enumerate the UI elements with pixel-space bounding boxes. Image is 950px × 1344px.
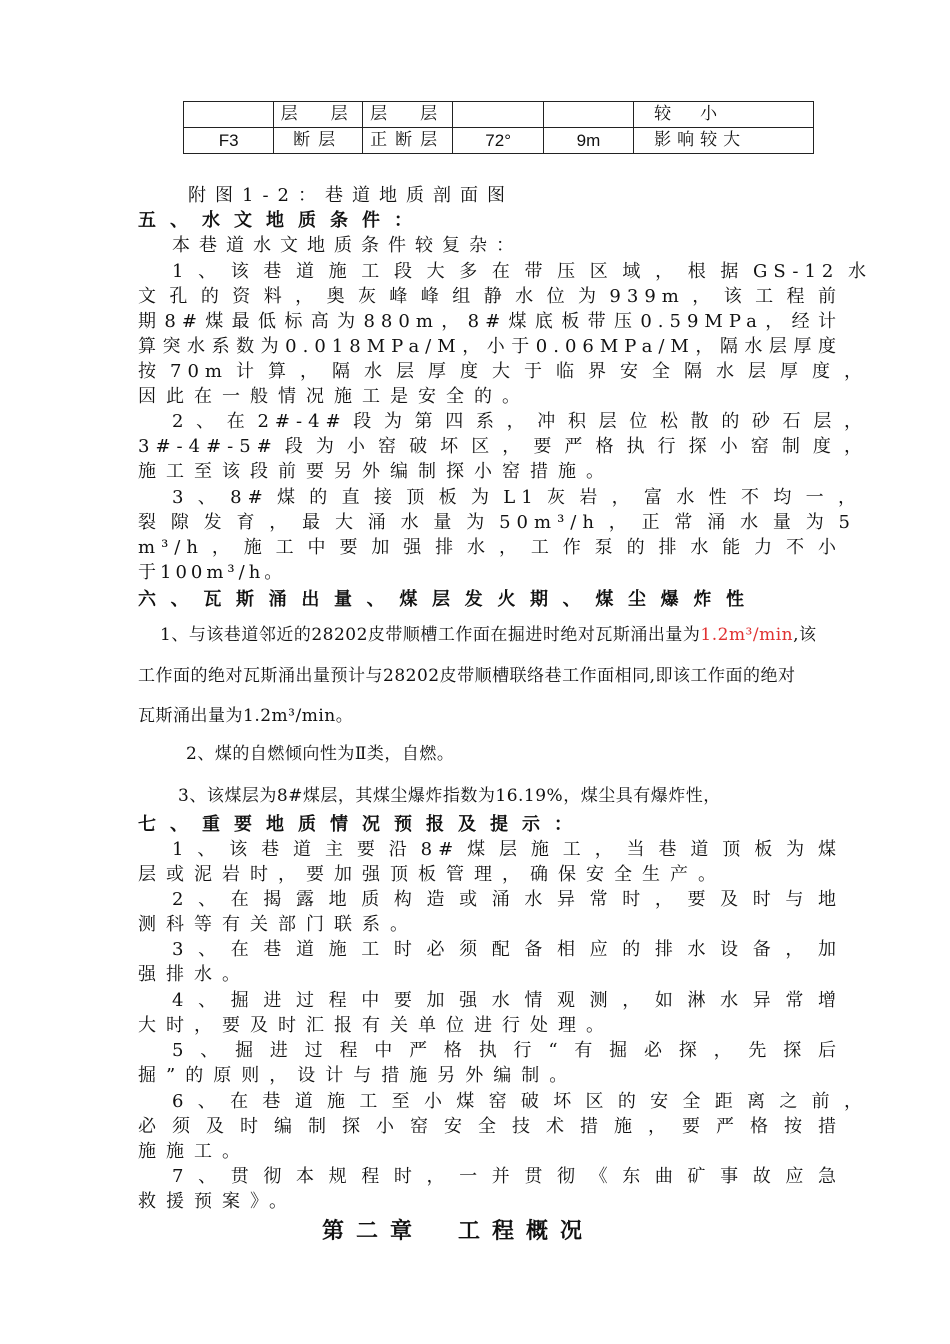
paragraph-line: 大时，要及时汇报有关单位进行处理。 <box>138 1015 614 1036</box>
table-cell: 层 层 <box>274 102 363 128</box>
paragraph-line: 1、该巷道施工段大多在带压区域，根据GS-12水 <box>172 261 872 282</box>
paragraph-line: 测科等有关部门联系。 <box>138 914 418 935</box>
paragraph-line: 2、在揭露地质构造或涌水异常时，要及时与地 <box>172 889 842 910</box>
section-5-title: 五、水文地质条件： <box>138 210 426 231</box>
paragraph-line: 瓦斯涌出量为1.2m³/min。 <box>138 706 354 726</box>
fault-throw: 9m <box>543 128 633 154</box>
paragraph-line: 按70m计算，隔水层厚度大于临界安全隔水层厚度， <box>138 361 868 382</box>
paragraph-line: 裂隙发育，最大涌水量为50m³/h，正常涌水量为5 <box>138 512 856 533</box>
table-cell <box>184 102 274 128</box>
figure-caption: 附图1-2：巷道地质剖面图 <box>188 185 514 206</box>
gas-emission-value: 1.2m³/min <box>700 625 794 645</box>
table-cell <box>543 102 633 128</box>
table-cell: 层 层 <box>362 102 453 128</box>
fault-name: F3 <box>184 128 274 154</box>
paragraph-line: 3、8#煤的直接顶板为L1灰岩，富水性不均一， <box>172 487 862 508</box>
chapter-heading: 第二章 工程概况 <box>322 1219 595 1244</box>
paragraph-line: 施施工。 <box>138 1141 250 1162</box>
paragraph-line: 工作面的绝对瓦斯涌出量预计与28202皮带顺槽联络巷工作面相同,即该工作面的绝对 <box>138 666 796 686</box>
paragraph-line: 7、贯彻本规程时，一并贯彻《东曲矿事故应急 <box>172 1166 842 1187</box>
paragraph-line: 期8#煤最低标高为880m，8#煤底板带压0.59MPa，经计 <box>138 311 842 332</box>
paragraph-line: 2、在2#-4#段为第四系，冲积层位松散的砂石层， <box>172 411 868 432</box>
paragraph-line: 1、该巷道主要沿8#煤层施工，当巷道顶板为煤 <box>172 839 842 860</box>
fault-type-a: 断层 <box>274 128 363 154</box>
paragraph-line: 3、在巷道施工时必须配备相应的排水设备，加 <box>172 939 842 960</box>
table-row <box>184 102 814 128</box>
paragraph-line: 救援预案》。 <box>138 1191 297 1212</box>
paragraph-line: 文孔的资料，奥灰峰峰组静水位为939m，该工程前 <box>138 286 842 307</box>
paragraph-line: 强排水。 <box>138 964 250 985</box>
paragraph-line: 1、与该巷道邻近的28202皮带顺槽工作面在掘进时绝对瓦斯涌出量为1.2m³/min,该 <box>160 625 817 645</box>
fault-angle: 72° <box>453 128 543 154</box>
paragraph-line: 施工至该段前要另外编制探小窑措施。 <box>138 461 614 482</box>
paragraph-line: 4、掘进过程中要加强水情观测，如淋水异常增 <box>172 990 842 1011</box>
paragraph-line: 3、该煤层为8#煤层，其煤尘爆炸指数为16.19%，煤尘具有爆炸性， <box>178 786 721 806</box>
section-7-title: 七、重要地质情况预报及提示： <box>138 814 586 835</box>
section-6-title: 六、瓦斯涌出量、煤层发火期、煤尘爆炸性 <box>138 589 758 610</box>
table-cell: 较 小 <box>634 102 814 128</box>
paragraph-line: 算突水系数为0.018MPa/M，小于0.06MPa/M，隔水层厚度 <box>138 336 842 357</box>
fault-table <box>183 101 814 154</box>
paragraph-line: 必须及时编制探小窑安全技术措施，要严格按措 <box>138 1116 842 1137</box>
paragraph-line: 因此在一般情况施工是安全的。 <box>138 386 530 407</box>
paragraph-line: m³/h，施工中要加强排水，工作泵的排水能力不小 <box>138 537 842 558</box>
paragraph-line: 于100m³/h。 <box>138 562 287 583</box>
paragraph-line: 5、掘进过程中严格执行“有掘必探，先探后 <box>172 1040 842 1061</box>
section-5-intro: 本巷道水文地质条件较复杂： <box>172 235 523 256</box>
paragraph-line: 6、在巷道施工至小煤窑破坏区的安全距离之前， <box>172 1091 868 1112</box>
paragraph-line: 3#-4#-5#段为小窑破坏区，要严格执行探小窑制度， <box>138 436 868 457</box>
paragraph-line: 层或泥岩时，要加强顶板管理，确保安全生产。 <box>138 864 726 885</box>
table-cell <box>453 102 543 128</box>
fault-impact: 影响较大 <box>634 128 814 154</box>
paragraph-line: 掘”的原则，设计与措施另外编制。 <box>138 1065 578 1086</box>
fault-type-b: 正断层 <box>362 128 453 154</box>
paragraph-line: 2、煤的自燃倾向性为Ⅱ类，自燃。 <box>186 744 455 764</box>
table-row <box>184 128 814 154</box>
